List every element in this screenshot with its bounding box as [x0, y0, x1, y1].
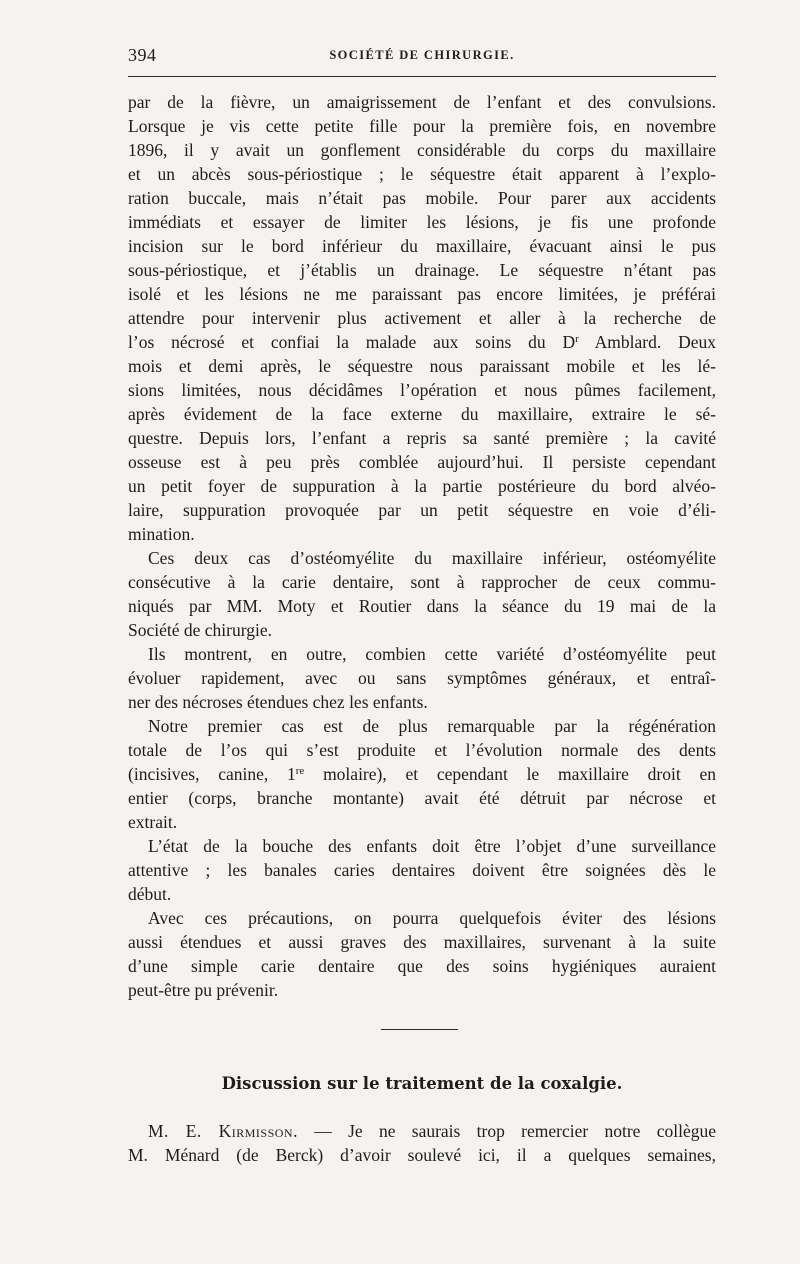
- paragraph-case-description: [128, 90, 716, 546]
- text-line: attendre pour intervenir plus activement et aller à la recherche de: [128, 308, 716, 328]
- paragraph-precautions: [128, 906, 716, 1002]
- section-heading: Discussion sur le traitement de la coxalgie.: [221, 1074, 623, 1093]
- text-line: mination.: [128, 524, 195, 544]
- text-line: aussi étendues et aussi graves des maxillaires, survenant à la suite: [128, 932, 716, 952]
- text-line: isolé et les lésions ne me paraissant pas encore limitées, je préférai: [128, 284, 716, 304]
- running-head: [128, 43, 716, 71]
- text-line: mois et demi après, le séquestre nous paraissant mobile et les lé-: [128, 356, 716, 376]
- text-line: Avec ces précautions, on pourra quelquefois éviter des lésions: [148, 908, 716, 928]
- text-line: laire, suppuration provoquée par un petit séquestre en voie d’éli-: [128, 500, 716, 520]
- text-line: M. Ménard (de Berck) d’avoir soulevé ici, il a quelques semaines,: [128, 1145, 716, 1165]
- section-body: [128, 1119, 716, 1167]
- paragraph-evolution: [128, 642, 716, 714]
- text-line-molar: [128, 762, 716, 786]
- text-line: Notre premier cas est de plus remarquable par la régénération: [148, 716, 716, 736]
- text-line: L’état de la bouche des enfants doit être l’objet d’une surveillance: [148, 836, 716, 856]
- section-end-rule: [381, 1029, 458, 1030]
- text-segment: molaire), et cependant le maxillaire droit en: [304, 764, 716, 784]
- superscript: re: [295, 765, 305, 777]
- text-line: après évidement de la face externe du maxillaire, extraire le sé-: [128, 404, 716, 424]
- text-line: incision sur le bord inférieur du maxillaire, évacuant ainsi le pus: [128, 236, 716, 256]
- header-rule: [128, 76, 716, 77]
- text-line: 1896, il y avait un gonflement considérable du corps du maxillaire: [128, 140, 716, 160]
- text-line: début.: [128, 884, 172, 904]
- text-line: Société de chirurgie.: [128, 620, 272, 640]
- page-number: 394: [128, 45, 157, 65]
- text-line: attentive ; les banales caries dentaires doivent être soignées dès le: [128, 860, 716, 880]
- text-line: extrait.: [128, 812, 178, 832]
- article-body: [128, 90, 716, 1002]
- text-segment: Amblard. Deux: [578, 332, 717, 352]
- running-title: SOCIÉTÉ DE CHIRURGIE.: [329, 48, 515, 62]
- text-line: sions limitées, nous décidâmes l’opération et nous pûmes facilement,: [128, 380, 716, 400]
- superscript: r: [575, 333, 579, 345]
- text-line: peut-être pu prévenir.: [128, 980, 279, 1000]
- text-line: Ces deux cas d’ostéomyélite du maxillaire inférieur, ostéomyélite: [148, 548, 716, 568]
- text-line: par de la fièvre, un amaigrissement de l’enfant et des convulsions.: [128, 92, 716, 112]
- paragraph-regeneration: [128, 714, 716, 834]
- text-line: d’une simple carie dentaire que des soins hygiéniques auraient: [128, 956, 716, 976]
- text-line: consécutive à la carie dentaire, sont à rapprocher de ceux commu-: [128, 572, 716, 592]
- paragraph-comparison: [128, 546, 716, 642]
- text-segment: — Je ne saurais trop remercier notre collègue: [297, 1121, 717, 1141]
- text-line: ration buccale, mais n’était pas mobile. Pour parer aux accidents: [128, 188, 716, 208]
- text-line: totale de l’os qui s’est produite et l’évolution normale des dents: [128, 740, 716, 760]
- text-line: et un abcès sous-périostique ; le séquestre était apparent à l’explo-: [128, 164, 716, 184]
- text-line: immédiats et essayer de limiter les lésions, je fis une profonde: [128, 212, 716, 232]
- text-line: un petit foyer de suppuration à la partie postérieure du bord alvéo-: [128, 476, 716, 496]
- text-segment: (incisives, canine, 1: [128, 764, 296, 784]
- text-line: niqués par MM. Moty et Routier dans la séance du 19 mai de la: [128, 596, 716, 616]
- text-line: entier (corps, branche montante) avait été détruit par nécrose et: [128, 788, 716, 808]
- text-line: questre. Depuis lors, l’enfant a repris sa santé première ; la cavité: [128, 428, 716, 448]
- text-line-doctor: [128, 330, 716, 354]
- text-segment: l’os nécrosé et confiai la malade aux soins du D: [128, 332, 576, 352]
- speaker-name: M. E. Kirmisson.: [148, 1121, 298, 1141]
- paragraph-surveillance: [128, 834, 716, 906]
- text-line: ner des nécroses étendues chez les enfants.: [128, 692, 428, 712]
- text-line: osseuse est à peu près comblée aujourd’hui. Il persiste cependant: [128, 452, 716, 472]
- text-line-speaker: [128, 1119, 716, 1143]
- text-line: évoluer rapidement, avec ou sans symptômes généraux, et entraî-: [128, 668, 716, 688]
- text-line: sous-périostique, et j’établis un drainage. Le séquestre n’étant pas: [128, 260, 716, 280]
- text-line: Ils montrent, en outre, combien cette variété d’ostéomyélite peut: [148, 644, 716, 664]
- text-line: Lorsque je vis cette petite fille pour la première fois, en novembre: [128, 116, 716, 136]
